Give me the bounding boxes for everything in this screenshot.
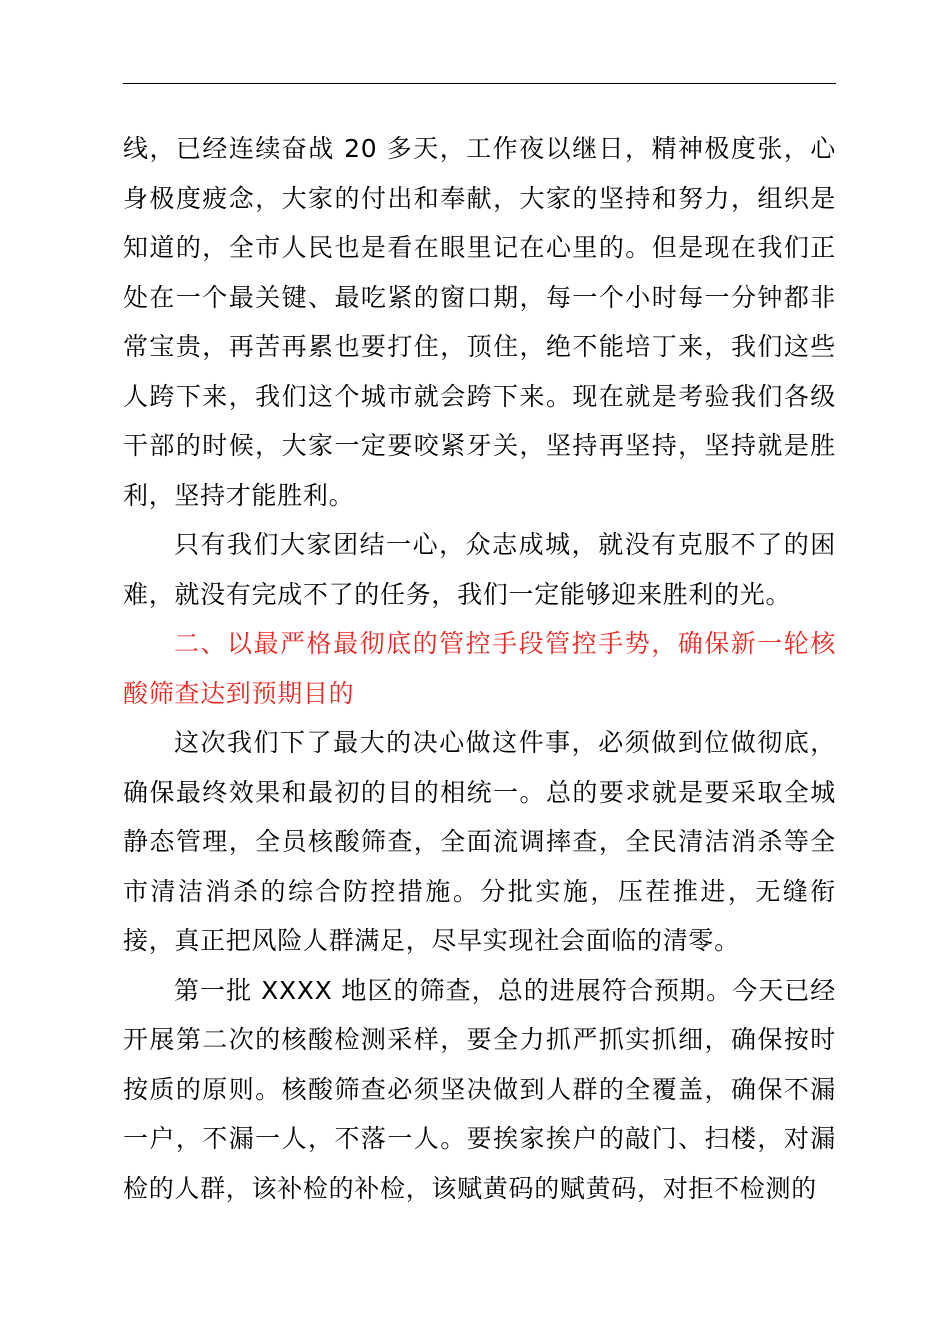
- paragraph-continuation: 线，已经连续奋战 20 多天，工作夜以继日，精神极度张，心身极度疲念，大家的付出和奉献，大家的坚持和努力，组织是知道的，全市人民也是看在眼里记在心里的。但是现在我们正处在一个最关键、最吃紧的窗口期，每一个小时每一分钟都非常宝贵，再苦再累也要打住，顶住，绝不能培丁来，我们这些人跨下来，我们这个城市就会跨下来。现在就是考验我们各级干部的时候，大家一定要咬紧牙关，坚持再坚持，坚持就是胜利，坚持才能胜利。: [123, 134, 836, 510]
- section-heading-2: 二、以最严格最彻底的管控手段管控手势，确保新一轮核酸筛查达到预期目的: [123, 629, 836, 708]
- paragraph-requirements: 这次我们下了最大的决心做这件事，必须做到位做彻底，确保最终效果和最初的目的相统一。总的要求就是要采取全城静态管理，全员核酸筛查，全面流调摔查，全民清洁消杀等全市清洁消杀的综合防控措施。分批实施，压茬推进，无缝衔接，真正把风险人群满足，尽早实现社会面临的清零。: [123, 728, 836, 955]
- header-rule: [123, 83, 836, 84]
- paragraph-unity: 只有我们大家团结一心，众志成城，就没有克服不了的困难，就没有完成不了的任务，我们一定能够迎来胜利的光。: [123, 530, 836, 609]
- paragraph-first-batch: 第一批 XXXX 地区的筛查，总的进展符合预期。今天已经开展第二次的核酸检测采样，要全力抓严抓实抓细，确保按时按质的原则。核酸筛查必须坚决做到人群的全覆盖，确保不漏一户，不漏一人，不落一人。要挨家挨户的敲门、扫楼，对漏检的人群，该补检的补检，该赋黄码的赋黄码，对拒不检测的: [123, 975, 836, 1203]
- document-body: [123, 124, 836, 1213]
